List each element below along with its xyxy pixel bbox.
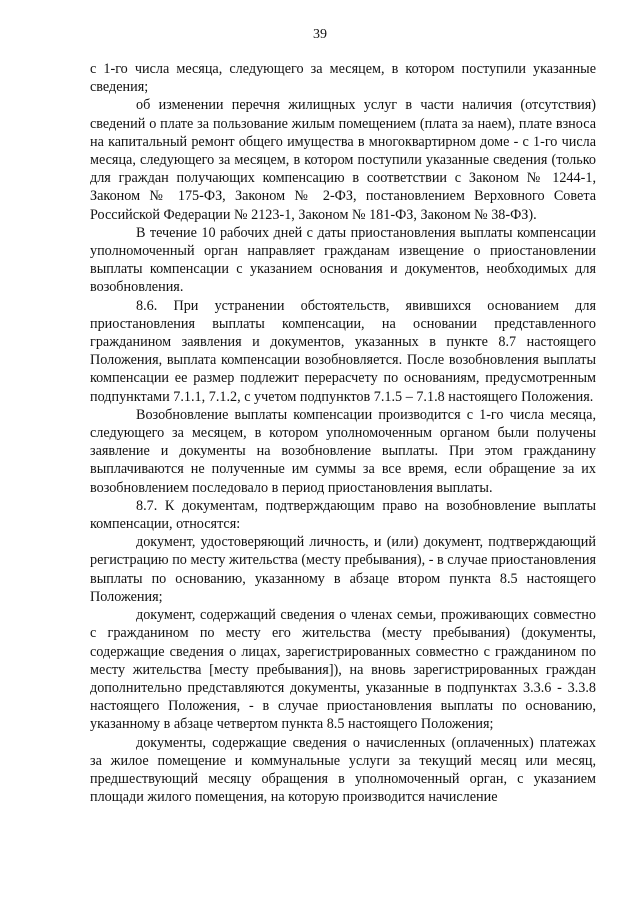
paragraph-section-8-7: 8.7. К документам, подтверждающим право на возобновление выплаты компенсации, относятся: [90,497,596,533]
paragraph: документ, содержащий сведения о членах семьи, проживающих совместно с гражданином по месту его жительства (месту пребывания) (документы, содержащие сведения о лицах, зарегистрированных совместно с гражданином по месту жительства [месту пребывания]), на вновь зарегистрированных граждан дополнительно представляются документы, указанные в подпунктах 3.3.6 - 3.3.8 настоящего Положения, - в случае приостановления выплаты по основанию, указанному в абзаце четвертом пункта 8.5 настоящего Положения; [90,607,596,733]
paragraph: документы, содержащие сведения о начисленных (оплаченных) платежах за жилое помещение и коммунальные услуги за текущий месяц или месяц, предшествующий месяцу обращения в уполномоченный орган, с указанием площади жилого помещения, на которую производится начисление [90,734,596,806]
document-body [90,60,596,806]
paragraph: В течение 10 рабочих дней с даты приостановления выплаты компенсации уполномоченный орган направляет гражданам извещение о приостановлении выплаты компенсации с указанием основания и документов, необходимых для возобновления. [90,224,596,296]
paragraph: с 1-го числа месяца, следующего за месяцем, в котором поступили указанные сведения; [90,61,596,96]
paragraph: Возобновление выплаты компенсации производится с 1-го числа месяца, следующего за месяцем, в котором уполномоченным органом были получены заявление и документы на возобновление выплаты. При этом гражданину выплачиваются не полученные им суммы за все время, если обращение за их возобновлением последовало в период приостановления выплаты. [90,406,596,496]
page-number: 39 [313,27,327,42]
paragraph: документ, удостоверяющий личность, и (или) документ, подтверждающий регистрацию по месту жительства (месту пребывания), - в случае приостановления выплаты по основанию, указанному в абзаце втором пункта 8.5 настоящего Положения; [90,534,596,605]
paragraph-section-8-6: 8.6. При устранении обстоятельств, явившихся основанием для приостановления выплаты компенсации, на основании представленного гражданином заявления и документов, указанных в пункте 8.7 настоящего Положения, выплата компенсации возобновляется. После возобновления выплаты компенсации ее размер подлежит перерасчету по основаниям, предусмотренным подпунктами 7.1.1, 7.1.2, с учетом подпунктов 7.1.5 – 7.1.8 настоящего Положения. [90,297,596,405]
paragraph: об изменении перечня жилищных услуг в части наличия (отсутствия) сведений о плате за пользование жилым помещением (плата за наем), плате взноса на капитальный ремонт общего имущества в многоквартирном доме - с 1-го числа месяца, следующего за месяцем, в котором поступили указанные сведения (только для граждан получающих компенсацию в соответствии с Законом № 1244-1, Законом № 175-ФЗ, Законом № 2-ФЗ, постановлением Верховного Совета Российской Федерации № 2123-1, Законом № 181-ФЗ, Законом № 38-ФЗ). [90,97,596,223]
